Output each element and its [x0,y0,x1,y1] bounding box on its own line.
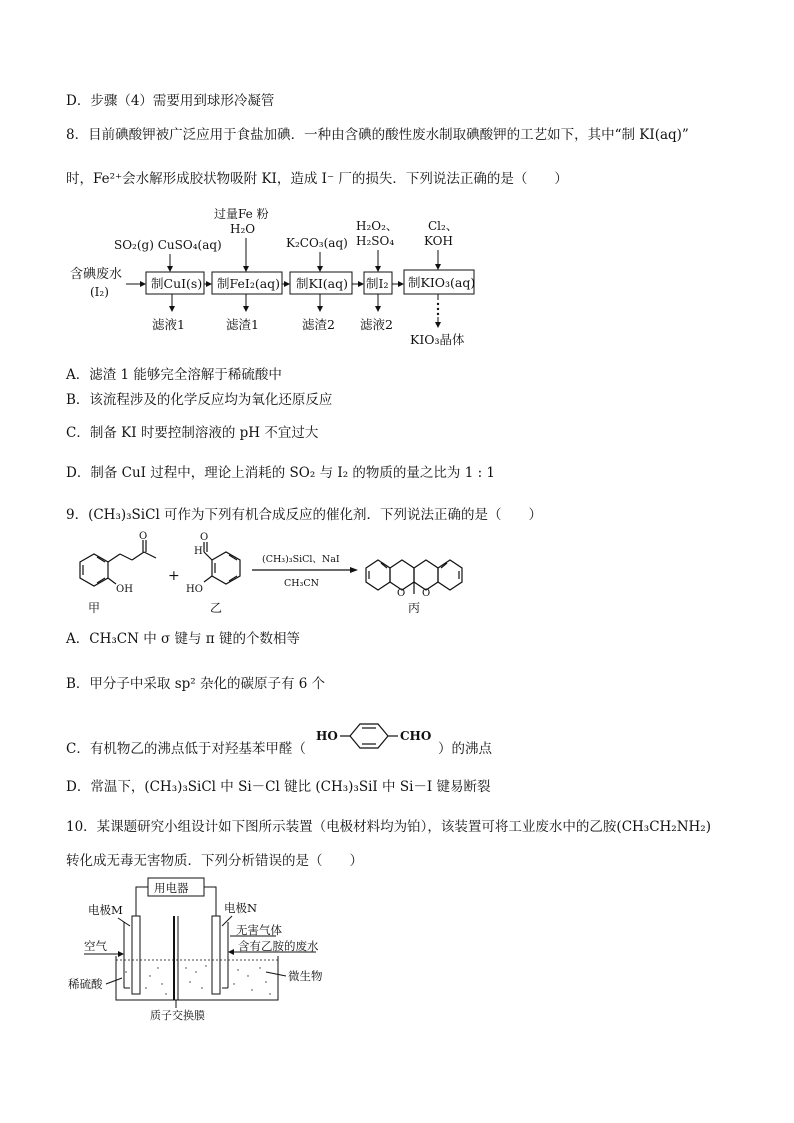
hbz-ho: HO [316,729,338,743]
harmless-gas-label: 无害气体 [236,923,282,937]
q8-option-d: D．制备 CuI 过程中，理论上消耗的 SO₂ 与 I₂ 的物质的量之比为 1 : 1 [66,465,496,481]
q8-option-a: A．滤渣 1 能够完全溶解于稀硫酸中 [66,367,282,383]
bing-ring-mid-right [414,560,438,590]
flow-box-ki-label: 制KI(aq) [296,276,348,291]
flow-reagent-2b: H₂O [230,222,256,236]
q9-stem: 9．(CH₃)₃SiCl 可作为下列有机合成反应的催化剂．下列说法正确的是（ ） [66,507,543,523]
bing-ring-mid-left [390,560,414,590]
q10-stem-line1: 10．某课题研究小组设计如下图所示装置（电极材料均为铂），该装置可将工业废水中的乙胺(CH₃CH₂NH₂) [66,819,711,835]
flow-output-4: 滤液2 [360,317,393,332]
yi-h: H [194,546,203,557]
electrode-n [212,916,220,994]
q9-option-c: C．有机物乙的沸点低于对羟基苯甲醛（ [66,741,306,757]
jia-ring [80,554,108,586]
electrode-m-label: 电极M [88,903,123,917]
q7-option-d: D．步骤（4）需要用到球形冷凝管 [66,93,275,109]
hydroxybenzaldehyde-structure [314,718,446,758]
reagent-bottom: CH₃CN [284,578,319,589]
label-yi: 乙 [210,601,223,615]
q9-option-c-tail: ）的沸点 [438,741,492,757]
flow-output-2: 滤渣1 [226,317,259,332]
flow-start-sub: (I₂) [90,285,109,299]
air-label: 空气 [84,939,107,953]
flow-reagent-4b: H₂SO₄ [356,234,395,248]
flow-reagent-5a: Cl₂、 [428,219,458,233]
reagent-top: (CH₃)₃SiCl、NaI [262,554,340,565]
electrode-n-label: 电极N [224,901,258,915]
bing-o-left: O [397,588,406,599]
wastewater-label: 含有乙胺的废水 [238,939,319,953]
hbz-cho: CHO [400,729,432,743]
q8-flow-diagram [60,200,500,350]
flow-box-i2-label: 制I₂ [366,276,389,291]
microbe-label: 微生物 [288,969,323,983]
q8-stem-line1: 8．目前碘酸钾被广泛应用于食盐加碘．一种由含碘的酸性废水制取碘酸钾的工艺如下，其中“制 KI(aq)” [66,127,689,143]
jia-oh: OH [116,584,133,595]
q8-option-c: C．制备 KI 时要控制溶液的 pH 不宜过大 [66,425,319,441]
flow-reagent-4a: H₂O₂、 [356,219,398,233]
flow-output-1: 滤液1 [152,317,185,332]
flow-box-fei2-label: 制FeI₂(aq) [217,276,281,291]
flow-box-kio3-label: 制KIO₃(aq) [408,275,476,290]
yi-ho: HO [186,584,203,595]
yi-o: O [200,532,209,543]
q9-option-a: A．CH₃CN 中 σ 键与 π 键的个数相等 [66,631,300,647]
flow-output-3: 滤渣2 [302,317,335,332]
device-label: 用电器 [154,881,189,895]
q10-stem-line2: 转化成无毒无害物质．下列分析错误的是（ ） [66,853,363,869]
q10-apparatus-diagram [66,872,366,1022]
q9-option-b: B．甲分子中采取 sp² 杂化的碳原子有 6 个 [66,676,326,692]
q9-option-d: D．常温下，(CH₃)₃SiCl 中 Si－Cl 键比 (CH₃)₃SiI 中 Si－I 键易断裂 [66,779,491,795]
jia-o: O [139,531,148,542]
q8-option-b: B．该流程涉及的化学反应均为氧化还原反应 [66,392,333,408]
label-jia: 甲 [88,601,101,615]
flow-reagent-1: SO₂(g) CuSO₄(aq) [114,238,222,252]
q8-stem-line2: 时，Fe²⁺会水解形成胶状物吸附 KI，造成 I⁻ 厂的损失．下列说法正确的是（ ） [66,171,568,187]
flow-output-5: KIO₃晶体 [410,332,465,347]
label-bing: 丙 [408,601,421,615]
q9-reaction-scheme [66,530,486,620]
bing-o-right: O [422,588,431,599]
membrane-label: 质子交换膜 [150,1009,205,1022]
reaction-plus: + [168,568,180,584]
yi-ring [212,552,240,584]
flow-start-label: 含碘废水 [70,267,123,282]
flow-reagent-5b: KOH [424,234,453,248]
flow-reagent-2a: 过量Fe 粉 [214,207,269,221]
electrode-m [132,916,140,994]
flow-reagent-3: K₂CO₃(aq) [286,236,348,250]
flow-box-cui-label: 制CuI(s) [151,276,203,291]
acid-label: 稀硫酸 [68,977,103,991]
